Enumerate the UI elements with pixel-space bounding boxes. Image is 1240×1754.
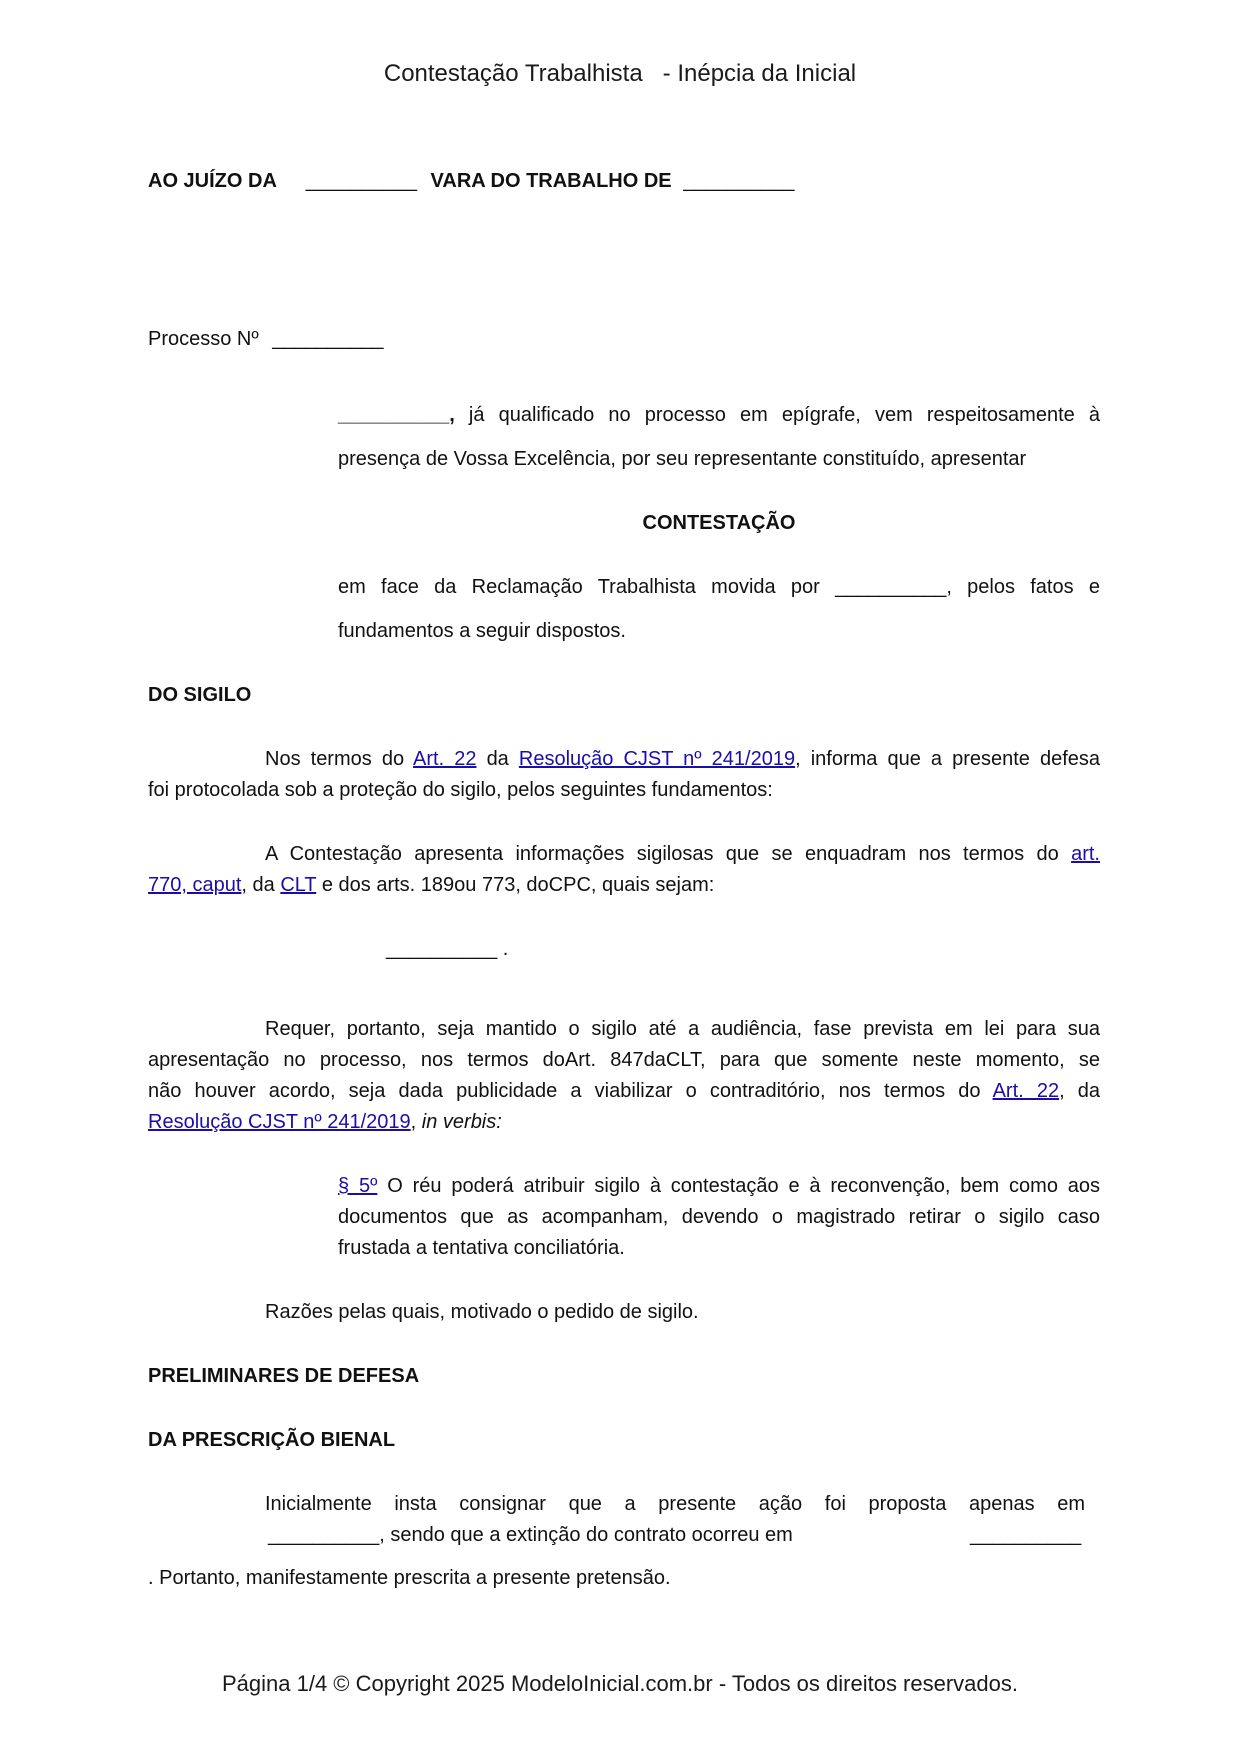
prescricao-line-2-text: , sendo que a extinção do contrato ocorreu em [379,1524,793,1546]
sigilo-p2-line-2 [148,870,714,901]
sigilo-p2-pre: A Contestação apresenta informações sigilosas que se enquadram nos termos do [265,843,1059,865]
intro-line-1 [338,400,1100,431]
sigilo-p1-line-1 [265,744,1100,775]
document-header-title: Contestação Trabalhista - Inépcia da Inicial [383,60,857,87]
party-blank: __________ [338,404,450,426]
intro-text-1: já qualificado no processo em epígrafe, vem respeitosamente à [468,404,1100,426]
clt-link[interactable]: CLT [280,874,317,896]
face-text-1: em face da Reclamação Trabalhista movida por [338,576,820,598]
proposta-date-blank: __________ [268,1524,380,1546]
sigilo-item-blank: __________ [386,938,498,960]
sigilo-p3-line-3-text: não houver acordo, seja dada publicidade a viabilizar o contraditório, nos termos do [148,1080,981,1102]
sigilo-heading: DO SIGILO [148,684,252,706]
resolucao-cjst-link[interactable]: Resolução CJST nº 241/2019 [518,748,796,770]
face-line-2: fundamentos a seguir dispostos. [338,620,626,642]
sigilo-p1-pre: Nos termos do [265,748,405,770]
sigilo-p2-mid: , da [241,874,275,896]
prescricao-heading: DA PRESCRIÇÃO BIENAL [148,1429,396,1451]
sigilo-p3-line-4 [148,1107,502,1138]
art-770-link-part-2[interactable]: 770, caput [148,874,242,896]
juizo-label: AO JUÍZO DA [148,170,277,192]
vara-blank: __________ [683,170,795,192]
sigilo-p3-line-1: Requer, portanto, seja mantido o sigilo até a audiência, fase prevista em lei para sua [265,1018,1100,1040]
prescricao-line-2 [268,1520,793,1551]
quote-text-1: O réu poderá atribuir sigilo à contestação e à reconvenção, bem como aos [387,1175,1101,1197]
sigilo-p3-line-3 [148,1076,1100,1107]
paragraph-5-link[interactable]: § 5º [338,1175,378,1197]
sigilo-p2-post: e dos arts. 189ou 773, doCPC, quais sejam: [321,874,715,896]
party-comma: , [449,404,455,426]
juizo-blank: __________ [305,170,417,192]
sigilo-p1-mid: da [486,748,509,770]
sigilo-p1-post: , informa que a presente defesa [795,748,1101,770]
intro-line-2: presença de Vossa Excelência, por seu representante constituído, apresentar [338,448,1027,470]
sigilo-p3-line-3-post: , da [1059,1080,1101,1102]
processo-blank: __________ [272,328,384,350]
sigilo-p3-line-2: apresentação no processo, nos termos doArt. 847daCLT, para que somente neste momento, se [148,1049,1100,1071]
resolucao-cjst-link-2[interactable]: Resolução CJST nº 241/2019 [148,1111,411,1133]
processo-label: Processo Nº [148,328,259,350]
prescricao-line-1: Inicialmente insta consignar que a presente ação foi proposta apenas em [265,1493,1085,1515]
sigilo-p1-line-2: foi protocolada sob a proteção do sigilo, pelos seguintes fundamentos: [148,779,773,801]
extincao-date-blank: __________ [970,1524,1082,1546]
in-verbis-text: in verbis: [421,1111,502,1133]
sigilo-closing: Razões pelas quais, motivado o pedido de sigilo. [265,1301,699,1323]
page-footer: Página 1/4 © Copyright 2025 ModeloInicial.com.br - Todos os direitos reservados. [222,1671,1018,1696]
address-line [148,166,794,197]
face-line-1 [338,572,1100,603]
face-text-2: , pelos fatos e [946,576,1101,598]
processo-line [148,324,383,355]
prescricao-line-3: . Portanto, manifestamente prescrita a presente pretensão. [148,1567,671,1589]
preliminares-heading: PRELIMINARES DE DEFESA [148,1365,420,1387]
sigilo-p2-line-1 [265,839,1100,870]
reclamante-blank: __________ [835,576,947,598]
contestacao-title: CONTESTAÇÃO [642,512,796,534]
quote-line-2: documentos que as acompanham, devendo o magistrado retirar o sigilo caso [338,1206,1100,1228]
quote-line-3: frustada a tentativa conciliatória. [338,1237,625,1259]
art-22-link[interactable]: Art. 22 [413,748,477,770]
sigilo-p3-line-4-comma: , [410,1111,417,1133]
sigilo-blank-item [386,934,508,965]
vara-label: VARA DO TRABALHO DE [430,170,672,192]
sigilo-item-period: . [502,938,509,960]
quote-line-1 [338,1171,1100,1202]
art-22-link-2[interactable]: Art. 22 [992,1080,1060,1102]
art-770-link-part-1[interactable]: art. [1071,843,1100,865]
